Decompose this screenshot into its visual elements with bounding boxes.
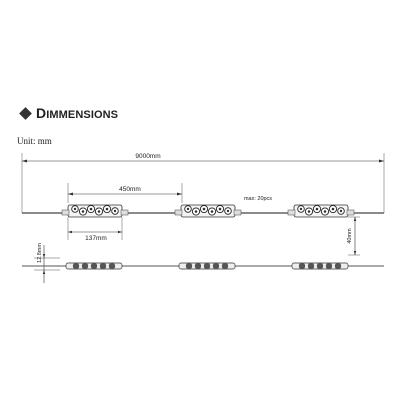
module-height-label: 40mm <box>347 228 353 244</box>
led-module-side-view <box>179 263 235 270</box>
lens-icon <box>95 208 102 215</box>
lens-icon <box>192 208 199 215</box>
lens-icon <box>305 208 312 215</box>
lens-icon <box>72 206 79 213</box>
max-qty-label: max: 20pcs <box>243 196 273 202</box>
led-module-side-view <box>292 263 348 270</box>
module-height-dimension <box>347 217 360 255</box>
lens-icon <box>200 205 207 212</box>
led-module <box>288 205 354 217</box>
lens-icon <box>185 206 192 213</box>
total-length-label: 9000mm <box>135 153 161 160</box>
lens-icon <box>298 206 305 213</box>
lens-icon <box>87 205 94 212</box>
led-module-side-view <box>66 263 122 270</box>
total-length-dimension <box>22 153 384 213</box>
lens-icon <box>208 208 215 215</box>
lens-icon <box>321 208 328 215</box>
led-module <box>175 205 241 217</box>
side-thickness-label: 12.8mm <box>37 243 43 263</box>
side-thickness-dimension <box>34 243 60 283</box>
section-title: DIMMENSIONS <box>36 105 119 121</box>
spacing-label: 450mm <box>119 186 141 193</box>
spacing-dimension <box>68 183 182 203</box>
module-length-dimension <box>68 217 122 242</box>
led-module <box>62 205 128 217</box>
unit-label: Unit: mm <box>17 136 52 146</box>
lens-icon <box>112 208 119 215</box>
lens-icon <box>79 208 86 215</box>
lens-icon <box>329 205 336 212</box>
lens-icon <box>313 205 320 212</box>
lens-icon <box>103 205 110 212</box>
lens-icon <box>338 208 345 215</box>
module-length-label: 137mm <box>85 235 107 242</box>
lens-icon <box>225 208 232 215</box>
lens-icon <box>216 205 223 212</box>
